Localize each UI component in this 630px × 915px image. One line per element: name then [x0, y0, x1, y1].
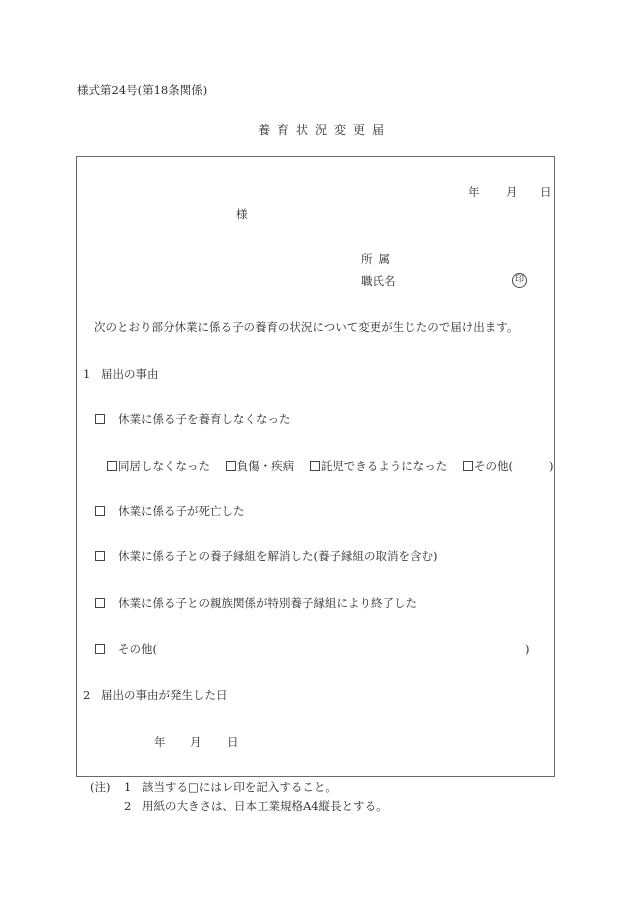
checkbox-icon[interactable] — [95, 551, 105, 561]
affiliation-label: 所属 — [361, 252, 396, 266]
option-kinship-ended[interactable] — [95, 598, 417, 610]
note-label: (注) — [90, 780, 111, 794]
checkbox-icon[interactable] — [310, 461, 320, 471]
checkbox-icon[interactable] — [226, 461, 236, 471]
sub-option-label: 託児できるようになった — [320, 459, 448, 473]
option-other[interactable] — [95, 642, 530, 656]
sub-option-close-paren: ) — [548, 459, 554, 473]
name-label: 職氏名 — [361, 274, 396, 288]
option-label: 休業に係る子との養子縁組を解消した(養子縁組の取消を含む) — [118, 549, 438, 563]
header-date-day: 日 — [540, 185, 552, 199]
addressee-suffix: 様 — [236, 207, 248, 221]
note-number: 1 — [124, 780, 132, 794]
option-close-paren: ) — [525, 642, 530, 656]
section-title: 届出の事由が発生した日 — [101, 688, 228, 702]
sub-option-other[interactable] — [463, 461, 554, 473]
checkbox-icon[interactable] — [95, 414, 105, 424]
note-text: 該当する□にはレ印を記入すること。 — [142, 780, 337, 794]
note-text: 用紙の大きさは、日本工業規格A4縦長とする。 — [142, 799, 388, 813]
intro-text: 次のとおり部分休業に係る子の養育の状況について変更が生じたので届け出ます。 — [94, 320, 519, 334]
sub-option-injury-illness[interactable] — [226, 461, 295, 473]
header-date-year: 年 — [468, 185, 480, 199]
note-1 — [90, 782, 337, 794]
occurrence-date-day: 日 — [227, 735, 239, 749]
header-date-month: 月 — [506, 185, 518, 199]
option-adoption-dissolved[interactable] — [95, 551, 437, 563]
note-2 — [124, 801, 388, 813]
page-title: 養育状況変更届 — [258, 123, 392, 137]
sub-option-label: 同居しなくなった — [118, 459, 210, 473]
section-2-heading — [83, 690, 228, 702]
option-label: 休業に係る子との親族関係が特別養子縁組により終了した — [118, 596, 417, 610]
sub-option-childcare-available[interactable] — [310, 461, 448, 473]
section-title: 届出の事由 — [101, 367, 159, 381]
option-label: 休業に係る子が死亡した — [118, 504, 245, 518]
sub-option-label: その他( — [473, 459, 513, 473]
sub-options — [107, 461, 553, 473]
sub-option-not-cohabiting[interactable] — [107, 461, 210, 473]
form-id: 様式第24号(第18条関係) — [77, 83, 208, 97]
occurrence-date-year: 年 — [154, 735, 166, 749]
seal-icon: 印 — [512, 273, 527, 288]
section-number: 1 — [83, 367, 91, 381]
checkbox-icon[interactable] — [107, 461, 117, 471]
checkbox-icon[interactable] — [95, 644, 105, 654]
section-number: 2 — [83, 688, 91, 702]
option-child-deceased[interactable] — [95, 506, 245, 518]
occurrence-date-month: 月 — [190, 735, 202, 749]
sub-option-label: 負傷・疾病 — [236, 459, 295, 473]
section-1-heading — [83, 369, 159, 381]
option-stopped-raising[interactable] — [95, 414, 291, 426]
note-number: 2 — [124, 799, 132, 813]
checkbox-icon[interactable] — [463, 461, 473, 471]
option-label: その他( — [118, 642, 157, 656]
checkbox-icon[interactable] — [95, 598, 105, 608]
option-label: 休業に係る子を養育しなくなった — [118, 412, 291, 426]
checkbox-icon[interactable] — [95, 506, 105, 516]
